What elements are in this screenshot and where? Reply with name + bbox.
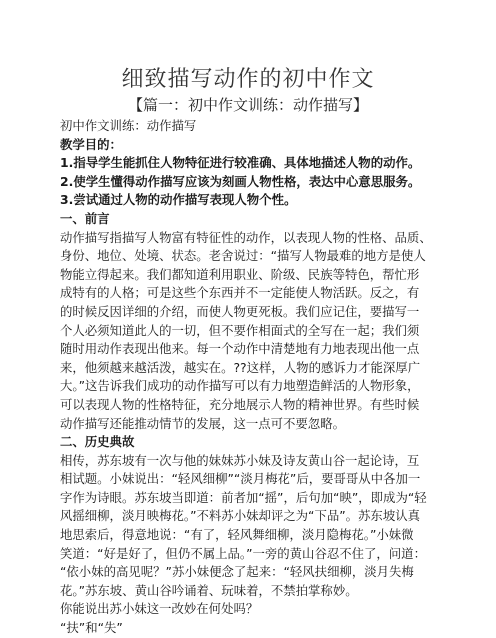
text-line: 的时候反因详细的介绍，而使人物更死板。我们应记住，要描写一 <box>60 303 420 319</box>
text-line: 字作为诗眼。苏东坡当即道：前者加“摇”，后句加“映”，即成为“轻 <box>60 489 427 505</box>
text-line: 来，他须越来越活泼，越实在。??这样，人物的感诉力才能深厚广 <box>60 359 421 375</box>
text-line: 成特有的人格；可是这些个东西并不一定能使人物活跃。反之，有 <box>60 285 420 301</box>
text-line: “扶”和“失” <box>60 620 123 636</box>
text-line: 初中作文训练：动作描写 <box>60 118 197 133</box>
text-line: 随时用动作表现出他来。每一个动作中清楚地有力地表现出他一点 <box>60 341 420 357</box>
document-body <box>60 117 480 638</box>
objective-item: 2.使学生懂得动作描写应该为刻画人物性格，表达中心意思服务。 <box>60 173 421 189</box>
text-line: 可以表现人物的性格特征，充分地展示人物的精神世界。有些时候 <box>60 396 420 412</box>
text-line: 相传，苏东坡有一次与他的妹妹苏小妹及诗友黄山谷一起论诗，互 <box>60 452 420 468</box>
text-line: 动作描写指描写人物富有特征性的动作，以表现人物的性格、品质、 <box>60 229 432 245</box>
document-title: 细致描写动作的初中作文 <box>121 67 375 92</box>
objective-item: 1.指导学生能抓住人物特征进行较准确、具体地描述人物的动作。 <box>60 155 421 171</box>
section-heading: 教学目的： <box>60 136 122 152</box>
text-line: 身份、地位、处境、状态。老舍说过：“描写人物最难的地方是使人 <box>60 248 426 264</box>
document-subtitle: 【篇一：初中作文训练：动作描写】 <box>127 96 368 114</box>
text-line: 花。”苏东坡、黄山谷吟诵着、玩味着，不禁拍掌称妙。 <box>60 582 358 598</box>
text-line: 个人必须知道此人的一切，但不要作相面式的全写在一起；我们须 <box>60 322 420 338</box>
text-line: 大。”这告诉我们成功的动作描写可以有力地塑造鲜活的人物形象， <box>60 378 420 394</box>
text-line: 风摇细柳，淡月映梅花。”不料苏小妹却评之为“下品”。苏东坡认真 <box>60 508 420 524</box>
text-line: 地思索后，得意地说：“有了，轻风舞细柳，淡月隐梅花。”小妹微 <box>60 527 414 543</box>
text-line: 物能立得起来。我们都知道利用职业、阶级、民族等特色，帮忙形 <box>60 266 420 282</box>
text-line: 动作描写还能推动情节的发展，这一点可不要忽略。 <box>60 415 345 431</box>
section-heading: 一、前言 <box>60 210 110 226</box>
objective-item: 3.尝试通过人物的动作描写表现人物个性。 <box>60 192 297 208</box>
text-line: 你能说出苏小妹这一改妙在何处吗？ <box>60 601 259 617</box>
text-line: 笑道：“好是好了，但仍不属上品。”一旁的黄山谷忍不住了，问道： <box>60 545 426 561</box>
text-line: 相试题。小妹说出：“轻风细柳”“淡月梅花”后，要哥哥从中各加一 <box>60 471 421 487</box>
text-line: “依小妹的高见呢？”苏小妹便念了起来：“轻风扶细柳，淡月失梅 <box>60 564 414 580</box>
section-heading: 二、历史典故 <box>60 434 135 450</box>
